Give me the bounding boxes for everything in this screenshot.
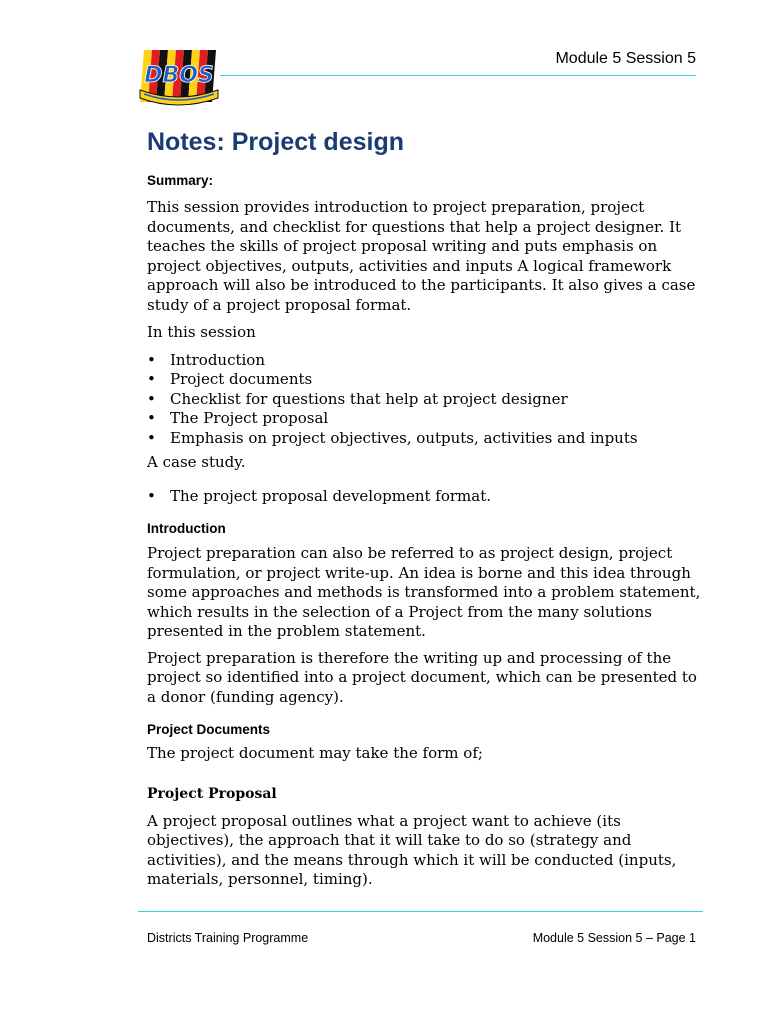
project-documents-label: Project Documents — [147, 722, 271, 737]
page-title: Notes: Project design — [147, 128, 404, 156]
list-item — [147, 429, 703, 449]
bullet-icon: • — [147, 409, 156, 427]
list-item-text: Introduction — [170, 350, 265, 369]
header-module: Module 5 Session 5 — [555, 50, 696, 67]
summary-paragraph: This session provides introduction to project preparation, project documents, and checklist for questions that help a project designer. It teaches the skills of project proposal writing and puts emphasis on project objectives, outputs, activities and inputs A logical framework approach will also be introduced to the participants. It also gives a case study of a project proposal format. — [147, 198, 696, 314]
dbos-logo — [138, 46, 220, 112]
bullet-icon: • — [147, 350, 156, 369]
dbos-logo-graphic — [138, 46, 220, 112]
bullet-icon: • — [147, 486, 156, 505]
introduction-paragraph-1: Project preparation can also be referred to as project design, project formulation, or project write-up. An idea is borne and this idea through some approaches and methods is transformed into a problem statement, which results in the selection of a Project from the many solutions presented in the problem statement. — [147, 544, 701, 640]
list-item — [147, 487, 703, 507]
header-divider — [220, 75, 696, 76]
list-item — [147, 370, 703, 390]
session-topics-list — [147, 351, 703, 449]
list-item — [147, 351, 703, 371]
logo-text: DBOS — [144, 63, 214, 88]
page-content — [147, 124, 703, 890]
list-item-text: Emphasis on project objectives, outputs, activities and inputs — [170, 428, 638, 447]
introduction-label: Introduction — [147, 521, 226, 536]
case-study-text: A case study. — [147, 453, 246, 471]
case-study-list — [147, 487, 703, 507]
list-item — [147, 390, 703, 410]
list-item-text: The project proposal development format. — [170, 486, 492, 505]
footer-divider — [138, 911, 703, 912]
footer-page-number: Module 5 Session 5 – Page 1 — [532, 931, 696, 945]
list-item — [147, 409, 703, 429]
footer-programme: Districts Training Programme — [147, 931, 309, 945]
list-item-text: The Project proposal — [170, 409, 329, 427]
project-proposal-heading: Project Proposal — [147, 785, 277, 802]
project-proposal-paragraph: A project proposal outlines what a project want to achieve (its objectives), the approach that it will take to do so (strategy and activities), and the means through which it will be conducted (inputs, materials, personnel, timing). — [147, 811, 677, 888]
introduction-paragraph-2: Project preparation is therefore the writing up and processing of the project so identified into a project document, which can be presented to a donor (funding agency). — [147, 648, 697, 706]
list-item-text: Project documents — [170, 370, 313, 388]
bullet-icon: • — [147, 370, 156, 388]
summary-label: Summary: — [147, 173, 214, 188]
project-documents-paragraph: The project document may take the form of; — [147, 744, 483, 762]
bullet-icon: • — [147, 389, 156, 408]
list-item-text: Checklist for questions that help at project designer — [170, 389, 568, 408]
bullet-icon: • — [147, 428, 156, 447]
in-session-text: In this session — [147, 323, 256, 341]
